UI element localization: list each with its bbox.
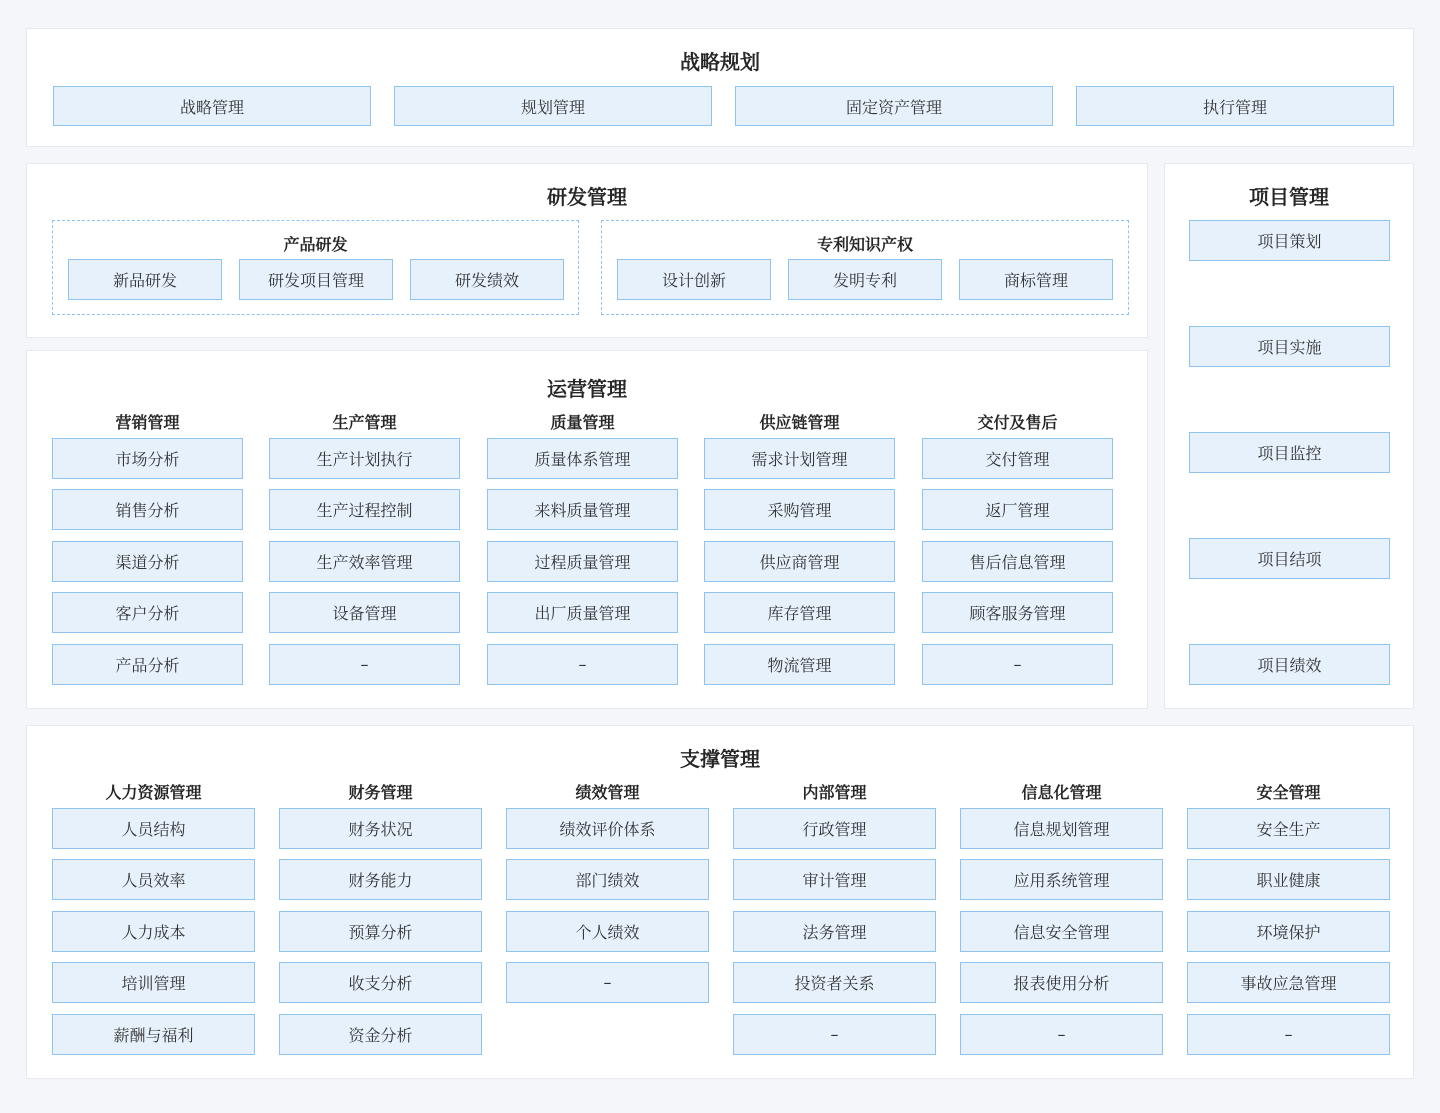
operations-supply-item-2[interactable]: 采购管理 bbox=[704, 489, 895, 530]
operations-delivery-item-1[interactable]: 交付管理 bbox=[922, 438, 1113, 479]
operations-quality-item-1[interactable]: 质量体系管理 bbox=[487, 438, 678, 479]
operations-delivery-item-3[interactable]: 售后信息管理 bbox=[922, 541, 1113, 582]
rnd-patent-item-2[interactable]: 发明专利 bbox=[788, 259, 942, 300]
support-internal-item-1[interactable]: 行政管理 bbox=[733, 808, 936, 849]
support-it-item-4[interactable]: 报表使用分析 bbox=[960, 962, 1163, 1003]
operations-marketing-item-4[interactable]: 客户分析 bbox=[52, 592, 243, 633]
rnd-group-product-title: 产品研发 bbox=[283, 235, 348, 254]
support-col-finance-title: 财务管理 bbox=[348, 783, 413, 802]
support-finance-item-2[interactable]: 财务能力 bbox=[279, 859, 482, 900]
project-item-5[interactable]: 项目绩效 bbox=[1189, 644, 1390, 685]
rnd-patent-item-3[interactable]: 商标管理 bbox=[959, 259, 1113, 300]
support-title: 支撑管理 bbox=[680, 747, 760, 771]
support-panel bbox=[26, 725, 1414, 1079]
support-performance-item-4[interactable]: – bbox=[506, 962, 709, 1003]
support-col-hr-title: 人力资源管理 bbox=[105, 783, 202, 802]
operations-col-delivery-title: 交付及售后 bbox=[977, 413, 1058, 432]
operations-marketing-item-2[interactable]: 销售分析 bbox=[52, 489, 243, 530]
support-hr-item-5[interactable]: 薪酬与福利 bbox=[52, 1014, 255, 1055]
project-title: 项目管理 bbox=[1249, 185, 1329, 209]
operations-quality-item-5[interactable]: – bbox=[487, 644, 678, 685]
rnd-group-patent bbox=[601, 220, 1129, 315]
operations-quality-item-4[interactable]: 出厂质量管理 bbox=[487, 592, 678, 633]
support-hr-item-4[interactable]: 培训管理 bbox=[52, 962, 255, 1003]
operations-delivery-item-4[interactable]: 顾客服务管理 bbox=[922, 592, 1113, 633]
support-col-safety-title: 安全管理 bbox=[1256, 783, 1321, 802]
operations-col-quality-title: 质量管理 bbox=[550, 413, 615, 432]
support-internal-item-3[interactable]: 法务管理 bbox=[733, 911, 936, 952]
rnd-title: 研发管理 bbox=[547, 185, 627, 209]
rnd-product-item-1[interactable]: 新品研发 bbox=[68, 259, 222, 300]
strategy-item-1[interactable]: 战略管理 bbox=[53, 86, 371, 126]
rnd-panel bbox=[26, 163, 1148, 338]
project-panel bbox=[1164, 163, 1414, 709]
support-col-it-title: 信息化管理 bbox=[1021, 783, 1102, 802]
project-item-1[interactable]: 项目策划 bbox=[1189, 220, 1390, 261]
support-performance-item-1[interactable]: 绩效评价体系 bbox=[506, 808, 709, 849]
operations-col-supply-title: 供应链管理 bbox=[759, 413, 840, 432]
strategy-item-4[interactable]: 执行管理 bbox=[1076, 86, 1394, 126]
operations-marketing-item-1[interactable]: 市场分析 bbox=[52, 438, 243, 479]
operations-supply-item-4[interactable]: 库存管理 bbox=[704, 592, 895, 633]
support-it-item-2[interactable]: 应用系统管理 bbox=[960, 859, 1163, 900]
operations-delivery-item-5[interactable]: – bbox=[922, 644, 1113, 685]
support-hr-item-1[interactable]: 人员结构 bbox=[52, 808, 255, 849]
operations-marketing-item-5[interactable]: 产品分析 bbox=[52, 644, 243, 685]
strategy-title: 战略规划 bbox=[680, 50, 760, 74]
support-hr-item-2[interactable]: 人员效率 bbox=[52, 859, 255, 900]
support-safety-item-5[interactable]: – bbox=[1187, 1014, 1390, 1055]
operations-supply-item-5[interactable]: 物流管理 bbox=[704, 644, 895, 685]
support-it-item-3[interactable]: 信息安全管理 bbox=[960, 911, 1163, 952]
operations-supply-item-3[interactable]: 供应商管理 bbox=[704, 541, 895, 582]
operations-production-item-3[interactable]: 生产效率管理 bbox=[269, 541, 460, 582]
support-performance-item-2[interactable]: 部门绩效 bbox=[506, 859, 709, 900]
support-safety-item-1[interactable]: 安全生产 bbox=[1187, 808, 1390, 849]
project-item-3[interactable]: 项目监控 bbox=[1189, 432, 1390, 473]
support-finance-item-1[interactable]: 财务状况 bbox=[279, 808, 482, 849]
support-it-item-5[interactable]: – bbox=[960, 1014, 1163, 1055]
operations-quality-item-3[interactable]: 过程质量管理 bbox=[487, 541, 678, 582]
operations-quality-item-2[interactable]: 来料质量管理 bbox=[487, 489, 678, 530]
rnd-group-product bbox=[52, 220, 579, 315]
strategy-item-3[interactable]: 固定资产管理 bbox=[735, 86, 1053, 126]
operations-supply-item-1[interactable]: 需求计划管理 bbox=[704, 438, 895, 479]
operations-col-marketing-title: 营销管理 bbox=[115, 413, 180, 432]
support-performance-item-3[interactable]: 个人绩效 bbox=[506, 911, 709, 952]
operations-delivery-item-2[interactable]: 返厂管理 bbox=[922, 489, 1113, 530]
rnd-patent-item-1[interactable]: 设计创新 bbox=[617, 259, 771, 300]
support-finance-item-5[interactable]: 资金分析 bbox=[279, 1014, 482, 1055]
support-internal-item-4[interactable]: 投资者关系 bbox=[733, 962, 936, 1003]
support-internal-item-2[interactable]: 审计管理 bbox=[733, 859, 936, 900]
operations-marketing-item-3[interactable]: 渠道分析 bbox=[52, 541, 243, 582]
support-safety-item-3[interactable]: 环境保护 bbox=[1187, 911, 1390, 952]
support-finance-item-3[interactable]: 预算分析 bbox=[279, 911, 482, 952]
operations-col-production-title: 生产管理 bbox=[332, 413, 397, 432]
operations-title: 运营管理 bbox=[547, 377, 627, 401]
rnd-product-item-2[interactable]: 研发项目管理 bbox=[239, 259, 393, 300]
strategy-item-2[interactable]: 规划管理 bbox=[394, 86, 712, 126]
support-col-performance-title: 绩效管理 bbox=[575, 783, 640, 802]
project-item-2[interactable]: 项目实施 bbox=[1189, 326, 1390, 367]
operations-production-item-1[interactable]: 生产计划执行 bbox=[269, 438, 460, 479]
operations-production-item-2[interactable]: 生产过程控制 bbox=[269, 489, 460, 530]
strategy-panel bbox=[26, 28, 1414, 147]
support-safety-item-4[interactable]: 事故应急管理 bbox=[1187, 962, 1390, 1003]
support-finance-item-4[interactable]: 收支分析 bbox=[279, 962, 482, 1003]
rnd-product-item-3[interactable]: 研发绩效 bbox=[410, 259, 564, 300]
support-internal-item-5[interactable]: – bbox=[733, 1014, 936, 1055]
support-safety-item-2[interactable]: 职业健康 bbox=[1187, 859, 1390, 900]
support-col-internal-title: 内部管理 bbox=[802, 783, 867, 802]
operations-production-item-5[interactable]: – bbox=[269, 644, 460, 685]
support-hr-item-3[interactable]: 人力成本 bbox=[52, 911, 255, 952]
support-it-item-1[interactable]: 信息规划管理 bbox=[960, 808, 1163, 849]
operations-production-item-4[interactable]: 设备管理 bbox=[269, 592, 460, 633]
operations-panel bbox=[26, 350, 1148, 709]
project-item-4[interactable]: 项目结项 bbox=[1189, 538, 1390, 579]
rnd-group-patent-title: 专利知识产权 bbox=[816, 235, 913, 254]
